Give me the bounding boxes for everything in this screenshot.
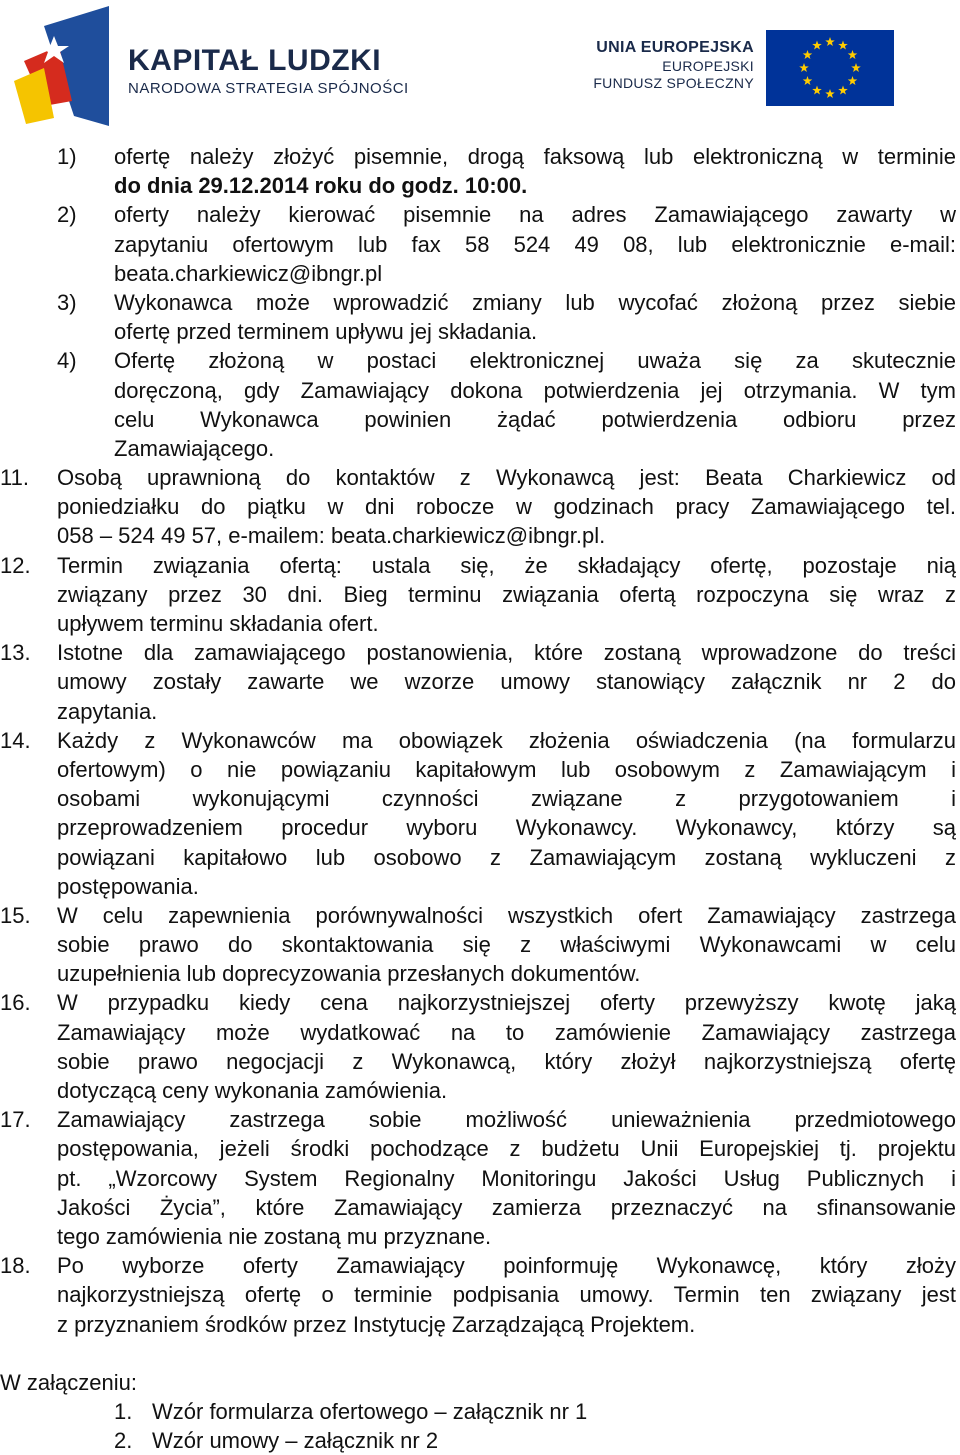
list-item-text: beata.charkiewicz@ibngr.pl bbox=[114, 260, 383, 286]
list-item-number: 16. bbox=[0, 990, 31, 1016]
list-item-number: 4) bbox=[57, 348, 77, 374]
list-item-text: dotyczącą ceny wykonania zamówienia. bbox=[57, 1078, 448, 1103]
list-item-line bbox=[0, 200, 960, 229]
list-item-text: Osobą uprawnioną do kontaktów z Wykonawcą jest: Beata Charkiewicz od bbox=[57, 465, 956, 491]
list-item-text: osobami wykonującymi czynności związane z przygotowaniem i bbox=[57, 786, 956, 812]
list-item-text: Zamawiającego. bbox=[114, 435, 275, 461]
attachment-line bbox=[0, 1397, 960, 1426]
list-item-line bbox=[0, 843, 960, 872]
list-item-number: 2. bbox=[114, 1428, 133, 1454]
list-item-line bbox=[0, 784, 960, 813]
list-item-text: umowy zostały zawarte we wzorze umowy stanowiący załącznik nr 2 do bbox=[57, 669, 956, 695]
list-item-line bbox=[0, 726, 960, 755]
list-item-text: najkorzystniejszą ofertę o terminie podpisania umowy. Termin ten związany jest bbox=[57, 1282, 956, 1308]
eu-line2: EUROPEJSKI bbox=[662, 58, 754, 74]
list-item-line bbox=[0, 813, 960, 842]
list-item-number: 11. bbox=[0, 465, 29, 491]
list-item-line bbox=[0, 346, 960, 375]
list-item-line bbox=[0, 463, 960, 492]
list-item-text: postępowania. bbox=[57, 873, 199, 899]
list-item-line bbox=[0, 405, 960, 434]
list-item-number: 17. bbox=[0, 1107, 31, 1133]
list-item-text: upływem terminu składania ofert. bbox=[57, 611, 379, 636]
list-item-line bbox=[0, 376, 960, 405]
list-item-number: 3) bbox=[57, 289, 77, 315]
logo-subtitle: NARODOWA STRATEGIA SPÓJNOŚCI bbox=[128, 80, 409, 97]
list-item-number: 18. bbox=[0, 1253, 31, 1279]
list-item-line bbox=[0, 492, 960, 521]
document-body bbox=[0, 142, 960, 1455]
list-item-text: Wykonawca może wprowadzić zmiany lub wycofać złożoną przez siebie bbox=[114, 289, 956, 315]
list-item-line bbox=[0, 959, 960, 988]
list-item-text: ofertę przed terminem upływu jej składania. bbox=[114, 319, 538, 345]
list-item-text: Wzór formularza ofertowego – załącznik nr 1 bbox=[152, 1399, 588, 1425]
list-item-text: Wzór umowy – załącznik nr 2 bbox=[152, 1428, 439, 1454]
eu-flag-icon bbox=[766, 30, 894, 106]
list-item-line bbox=[0, 667, 960, 696]
list-item-text: przeprowadzeniem procedur wyboru Wykonawcy. Wykonawcy, którzy są bbox=[57, 815, 956, 841]
list-item-line bbox=[0, 1310, 960, 1339]
list-item-text: oferty należy kierować pisemnie na adres Zamawiającego zawarty w bbox=[114, 202, 956, 228]
list-item-text: Zamawiający może wydatkować na to zamówienie Zamawiający zastrzega bbox=[57, 1019, 956, 1045]
attachment-line bbox=[0, 1426, 960, 1455]
list-item-line bbox=[0, 901, 960, 930]
list-item-text: doręczoną, gdy Zamawiający dokona potwierdzenia jej otrzymania. W tym bbox=[114, 377, 956, 403]
list-item-line bbox=[0, 1018, 960, 1047]
list-item-line bbox=[0, 1164, 960, 1193]
list-item-number: 2) bbox=[57, 202, 77, 228]
list-item-line bbox=[0, 755, 960, 784]
list-item-number: 13. bbox=[0, 640, 31, 666]
list-item-text: Istotne dla zamawiającego postanowienia, które zostaną wprowadzone do treści bbox=[57, 640, 956, 666]
list-item-number: 12. bbox=[0, 552, 31, 578]
list-item-line bbox=[0, 609, 960, 638]
page-header bbox=[0, 0, 960, 130]
list-item-text: celu Wykonawca powinien żądać potwierdzenia odbioru przez bbox=[114, 406, 956, 432]
spacer bbox=[0, 1339, 960, 1368]
list-item-text: postępowania, jeżeli środki pochodzące z budżetu Unii Europejskiej tj. projektu bbox=[57, 1136, 956, 1162]
eu-title: UNIA EUROPEJSKA bbox=[596, 39, 754, 56]
list-item-text: Ofertę złożoną w postaci elektronicznej uważa się za skutecznie bbox=[114, 348, 956, 374]
list-item-line bbox=[0, 1251, 960, 1280]
list-item-text: z przyznaniem środków przez Instytucję Zarządzającą Projektem. bbox=[57, 1311, 696, 1337]
list-item-line bbox=[0, 521, 960, 550]
list-item-text: tego zamówienia nie zostaną mu przyznane. bbox=[57, 1223, 492, 1249]
list-item-text: 058 – 524 49 57, e-mailem: beata.charkiewicz@ibngr.pl. bbox=[57, 523, 606, 549]
list-item-number: 15. bbox=[0, 902, 31, 928]
list-item-line bbox=[0, 1047, 960, 1076]
list-item-text: uzupełnienia lub doprecyzowania przesłanych dokumentów. bbox=[57, 961, 641, 987]
kapital-ludzki-logo-icon bbox=[14, 6, 114, 126]
list-item-text: sobie prawo negocjacji z Wykonawcą, który złożył najkorzystniejszą ofertę bbox=[57, 1048, 956, 1074]
list-item-line bbox=[0, 872, 960, 901]
list-item-text: zapytania. bbox=[57, 698, 158, 724]
list-item-text: związany przez 30 dni. Bieg terminu związania ofertą rozpoczyna się wraz z bbox=[57, 581, 956, 607]
list-item-line bbox=[0, 288, 960, 317]
list-item-line bbox=[0, 434, 960, 463]
list-item-text: Po wyborze oferty Zamawiający poinformuję Wykonawcę, który złoży bbox=[57, 1253, 956, 1279]
list-item-line bbox=[0, 1280, 960, 1309]
list-item-line bbox=[0, 580, 960, 609]
list-item-number: 1. bbox=[114, 1399, 133, 1425]
list-item-text: W celu zapewnienia porównywalności wszystkich ofert Zamawiający zastrzega bbox=[57, 902, 956, 928]
list-item-line bbox=[0, 171, 960, 200]
list-item-line bbox=[0, 1222, 960, 1251]
list-item-text: poniedziałku do piątku w dni robocze w godzinach pracy Zamawiającego tel. bbox=[57, 494, 956, 520]
list-item-text: powiązani kapitałowo lub osobowo z Zamawiającym zostaną wykluczeni z bbox=[57, 844, 956, 870]
list-item-text: ofertę należy złożyć pisemnie, drogą faksową lub elektroniczną w terminie bbox=[114, 144, 956, 169]
eu-label bbox=[574, 38, 754, 92]
list-item-line bbox=[0, 1076, 960, 1105]
list-item-text: ofertowym) o nie powiązaniu kapitałowym lub osobowym z Zamawiającym i bbox=[57, 756, 956, 782]
list-item-line bbox=[0, 551, 960, 580]
list-item-text: zapytaniu ofertowym lub fax 58 524 49 08, lub elektronicznie e-mail: bbox=[114, 231, 956, 257]
logo-title: KAPITAŁ LUDZKI bbox=[128, 44, 382, 77]
list-item-text: do dnia 29.12.2014 roku do godz. 10:00. bbox=[114, 173, 528, 199]
list-item-line bbox=[0, 317, 960, 346]
list-item-text: Termin związania ofertą: ustala się, że składający ofertę, pozostaje nią bbox=[57, 552, 956, 578]
list-item-line bbox=[0, 697, 960, 726]
list-item-line bbox=[0, 638, 960, 667]
list-item-line bbox=[0, 230, 960, 259]
list-item-line bbox=[0, 1134, 960, 1163]
list-item-line bbox=[0, 930, 960, 959]
list-item-line bbox=[0, 988, 960, 1017]
list-item-text: Zamawiający zastrzega sobie możliwość unieważnienia przedmiotowego bbox=[57, 1107, 956, 1133]
list-item-number: 1) bbox=[57, 144, 77, 169]
list-item-line bbox=[0, 142, 960, 171]
list-item-text: W przypadku kiedy cena najkorzystniejszej oferty przewyższy kwotę jaką bbox=[57, 990, 956, 1016]
list-item-text: Jakości Życia”, które Zamawiający zamierza przeznaczyć na sfinansowanie bbox=[57, 1194, 956, 1220]
list-item-text: pt. „Wzorcowy System Regionalny Monitoringu Jakości Usług Publicznych i bbox=[57, 1165, 956, 1191]
list-item-line bbox=[0, 1105, 960, 1134]
list-item-number: 14. bbox=[0, 727, 31, 753]
attachments-label: W załączeniu: bbox=[0, 1369, 137, 1395]
list-item-line bbox=[0, 259, 960, 288]
list-item-text: Każdy z Wykonawców ma obowiązek złożenia oświadczenia (na formularzu bbox=[57, 727, 956, 753]
eu-line3: FUNDUSZ SPOŁECZNY bbox=[593, 75, 754, 91]
list-item-line bbox=[0, 1193, 960, 1222]
list-item-text: sobie prawo do skontaktowania się z właściwymi Wykonawcami w celu bbox=[57, 932, 956, 958]
